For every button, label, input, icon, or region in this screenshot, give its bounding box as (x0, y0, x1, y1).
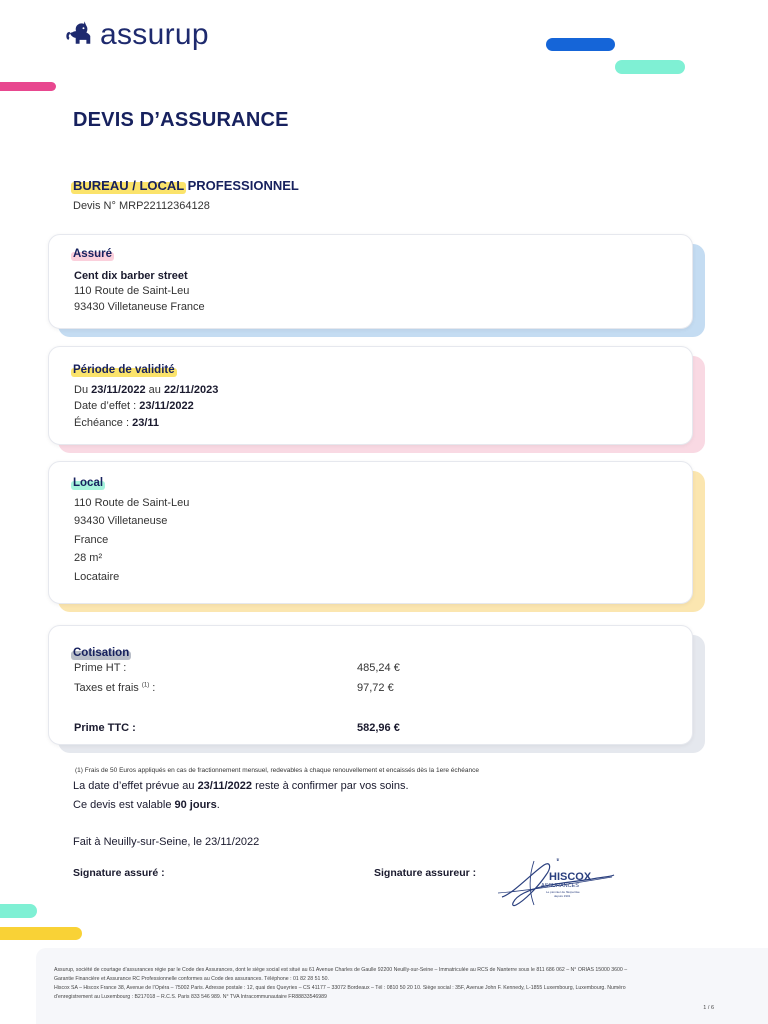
product-type-rest: PROFESSIONNEL (183, 178, 299, 193)
insured-street: 110 Route de Saint-Leu (74, 285, 190, 297)
footer-line: d’enregistrement au Luxembourg : B217018 – R.C.S. Paris 833 546 989. N° TVA Intracommunautaire FR88833546989 (54, 994, 327, 1001)
page-number: 1 / 6 (703, 1005, 714, 1011)
stamp-since: depuis 1901 (554, 894, 571, 898)
insured-signature-label: Signature assuré : (73, 867, 165, 879)
stamp-sub: ASSURANCES (541, 883, 579, 889)
footer-line: Garantie Financière et Assurance RC Professionnelle conformes au Code des assurances. Téléphone : 01 82 28 51 50. (54, 976, 330, 983)
prime-ht-value: 485,24 € (357, 662, 400, 674)
svg-text:♛: ♛ (556, 857, 560, 862)
place-date: Fait à Neuilly-sur-Seine, le 23/11/2022 (73, 836, 260, 848)
validity-effect-date: Date d’effet : 23/11/2022 (74, 400, 194, 412)
prime-ttc-label: Prime TTC : (74, 722, 136, 734)
brand-logo (66, 18, 209, 52)
footer-line: Assurup, société de courtage d’assurances régie par le Code des Assurances, dont le siège social est situé au 61 Avenue Charles de Gaulle 92200 Neuilly-sur-Seine – Immatriculée au RCS de Nanterre sous le 811 686 062 – N° ORIAS 15000 3600 – (54, 967, 628, 973)
premises-title: Local (73, 477, 104, 489)
premises-line: 110 Route de Saint-Leu (74, 497, 190, 509)
contribution-card (48, 625, 705, 753)
stamp-tagline: Le pionnier de l’Expertise (546, 890, 580, 894)
document-title: DEVIS D’ASSURANCE (73, 109, 289, 131)
decor-blue-bar (546, 38, 615, 51)
taxes-label: Taxes et frais $^{(1)}$ : (74, 682, 156, 694)
premises-area: 28 m² (74, 552, 103, 564)
decor-pink-bar (0, 82, 56, 91)
unicorn-icon (66, 18, 99, 52)
premises-line: 93430 Villetaneuse (74, 515, 168, 527)
premises-status: Locataire (74, 571, 120, 583)
insurer-signature-label: Signature assureur : (374, 867, 477, 879)
taxes-value: 97,72 € (357, 682, 394, 694)
prime-ttc-value: 582,96 € (357, 722, 400, 734)
stamp-brand: HISCOX (549, 871, 592, 883)
decor-yellow-bar (0, 927, 82, 940)
brand-name: assurup (100, 18, 209, 51)
validity-period: Du 23/11/2022 au 22/11/2023 (74, 384, 219, 396)
validity-from: 23/11/2022 (91, 384, 146, 396)
contribution-title: Cotisation (73, 647, 130, 659)
product-type (73, 178, 299, 193)
hiscox-stamp (494, 853, 618, 909)
validity-due-date: Échéance : 23/11 (74, 417, 160, 429)
premises-card (48, 461, 705, 612)
decor-mint-bar (615, 60, 685, 74)
validity-sentence: Ce devis est valable 90 jours. (73, 799, 220, 811)
decor-mint-bar-bottom (0, 904, 37, 918)
product-type-highlight: BUREAU / LOCAL (73, 178, 184, 193)
insured-card (48, 234, 705, 337)
taxes-footnote-ref: (1) (141, 682, 150, 689)
insured-name: Cent dix barber street (74, 270, 188, 282)
validity-card (48, 346, 705, 453)
quote-number: Devis N° MRP22112364128 (73, 200, 210, 212)
validity-to: 22/11/2023 (163, 384, 219, 396)
effect-date-sentence: La date d’effet prévue au 23/11/2022 reste à confirmer par vos soins. (73, 780, 409, 792)
footnote: (1) Frais de 50 Euros appliqués en cas de fractionnement mensuel, redevables à chaque renouvellement et encaissés dès la 1ere échéance (75, 767, 479, 774)
footer-line: Hiscox SA – Hiscox France 38, Avenue de l’Opéra – 75002 Paris. Adresse postale : 12, quai des Queyries – CS 41177 – 33072 Bordeaux – Tél : 0810 50 20 10. Siège social : 35F, Avenue John F. Kennedy, L-1855 Luxembourg, Luxembourg. Numéro (54, 985, 626, 992)
insured-title: Assuré (73, 248, 112, 260)
validity-title: Période de validité (73, 364, 175, 376)
insured-city: 93430 Villetaneuse France (74, 301, 205, 313)
premises-line: France (74, 534, 109, 546)
legal-footer (36, 948, 768, 1024)
prime-ht-label: Prime HT : (74, 662, 127, 674)
